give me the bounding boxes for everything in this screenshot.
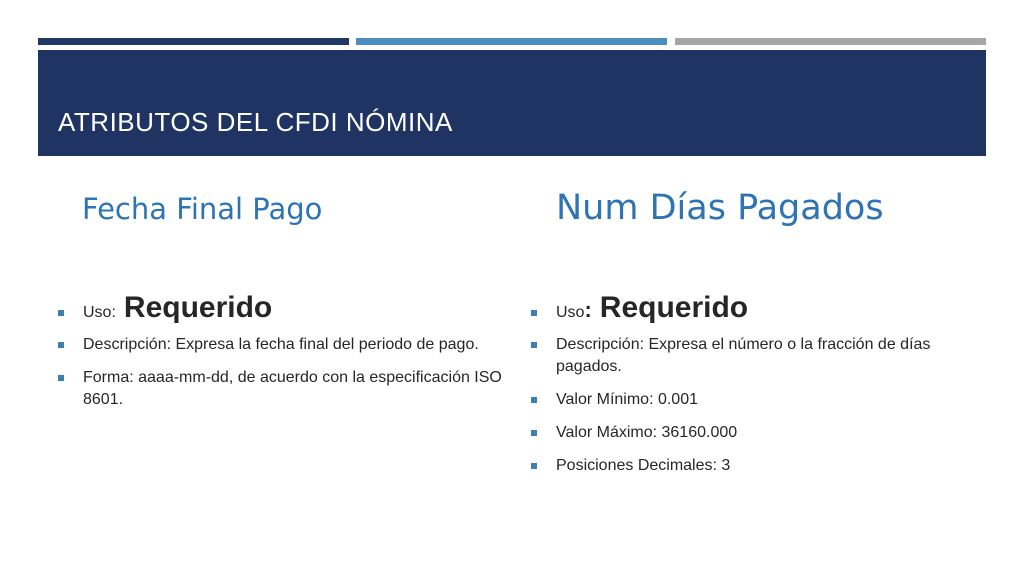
list-item xyxy=(58,367,504,411)
list-item xyxy=(531,334,977,378)
list-item-usage xyxy=(531,290,977,326)
bullet-square-icon xyxy=(531,342,537,348)
bullet-square-icon xyxy=(58,310,64,316)
list-item xyxy=(58,334,504,356)
right-column-heading: Num Días Pagados xyxy=(556,188,884,228)
bullet-square-icon xyxy=(531,310,537,316)
list-item-text: Posiciones Decimales: 3 xyxy=(556,457,731,474)
list-item-usage xyxy=(58,290,504,326)
left-column-heading: Fecha Final Pago xyxy=(82,192,323,226)
title-banner xyxy=(38,50,986,156)
bullet-square-icon xyxy=(531,397,537,403)
usage-value: Requerido xyxy=(599,291,749,324)
bullet-square-icon xyxy=(531,463,537,469)
usage-label: Uso: xyxy=(83,304,116,321)
list-item-text: Valor Mínimo: 0.001 xyxy=(556,391,698,408)
list-item xyxy=(531,455,977,477)
left-bullet-list xyxy=(58,290,504,422)
bullet-square-icon xyxy=(531,430,537,436)
accent-bar-blue xyxy=(356,38,667,45)
slide-title: ATRIBUTOS DEL CFDI NÓMINA xyxy=(58,107,453,137)
usage-label: Uso xyxy=(556,304,585,321)
right-bullet-list xyxy=(531,290,977,488)
bullet-square-icon xyxy=(58,375,64,381)
list-item xyxy=(531,422,977,444)
usage-value: Requerido xyxy=(123,291,273,324)
list-item-text: Descripción: Expresa el número o la fracción de días pagados. xyxy=(556,336,931,375)
accent-bar-gray xyxy=(675,38,986,45)
bullet-square-icon xyxy=(58,342,64,348)
list-item-text: Descripción: Expresa la fecha final del periodo de pago. xyxy=(83,336,479,353)
list-item-text: Forma: aaaa-mm-dd, de acuerdo con la especificación ISO 8601. xyxy=(83,369,502,408)
list-item-text: Valor Máximo: 36160.000 xyxy=(556,424,738,441)
usage-colon: : xyxy=(584,297,592,322)
accent-bar-dark xyxy=(38,38,349,45)
list-item xyxy=(531,389,977,411)
